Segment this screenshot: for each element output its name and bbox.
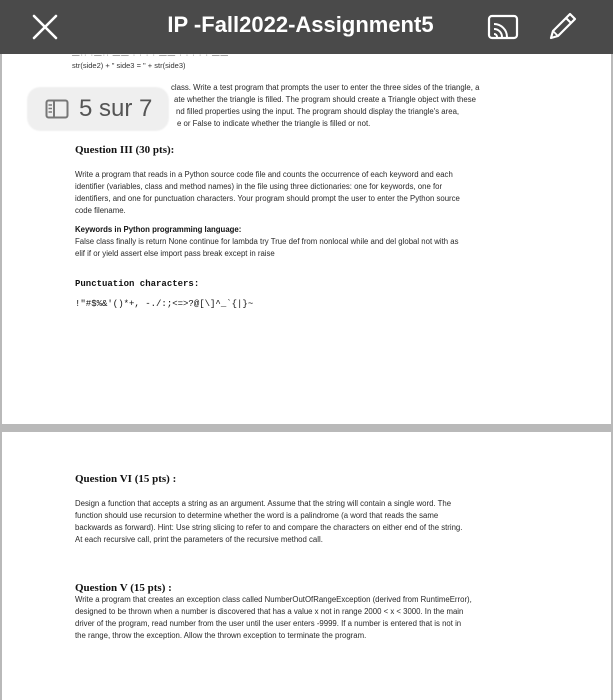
q6-line-1: Design a function that accepts a string as an argument. Assume that the string will contain a single word. The (75, 499, 452, 508)
q5-line-3: driver of the program, read number from the user until the user enters -9999. If a number is entered that is not in (75, 619, 462, 628)
question-5-heading: Question V (15 pts) : (75, 582, 172, 594)
keywords-heading: Keywords in Python programming language: (75, 225, 242, 234)
question-3-heading: Question III (30 pts): (75, 144, 175, 156)
intro-line-4: e or False to indicate whether the triangle is filled or not. (177, 119, 371, 128)
pencil-icon (545, 8, 579, 44)
intro-line-3: nd filled properties using the input. The program should display the triangle's area, (176, 107, 460, 116)
q3-line-3: identifiers, and one for punctuation characters. Your program should prompt the user to enter the Python source (75, 194, 460, 203)
q3-line-1: Write a program that reads in a Python source code file and counts the occurrence of each keyword and each (75, 170, 453, 179)
q3-line-2: identifier (variables, class and method names) in the file using three dictionaries: one for keywords, one for (75, 182, 443, 191)
q5-line-4: the range, throw the exception. Allow the thrown exception to terminate the program. (75, 631, 367, 640)
q6-line-3: backwards as forward). Hint: Use string slicing to refer to and compare the characters on either end of the string. (75, 523, 463, 532)
keywords-line-1: False class finally is return None continue for lambda try True def from nonlocal while and del global not with as (75, 237, 459, 246)
document-page-2 (2, 432, 611, 700)
q5-line-2: designed to be thrown when a number is discovered that has a value x not in range 2000 < x < 3000. In the main (75, 607, 464, 616)
punctuation-chars: !"#$%&'()*+, -./:;<=>?@[\]^_`{|}~ (75, 299, 254, 309)
q6-line-2: function should use recursion to determine whether the word is a palindrome (a word that reads the same (75, 511, 439, 520)
q5-line-1: Write a program that creates an exception class called NumberOutOfRangeException (derived from RuntimeError), (75, 595, 472, 604)
keywords-line-2: elif if or yield assert else import pass break except in raise (75, 249, 275, 258)
page-view-icon (45, 99, 69, 119)
window-title: IP -Fall2022-Assignment5 (167, 12, 434, 37)
cast-icon (486, 12, 520, 42)
intro-line-1: class. Write a test program that prompts the user to enter the three sides of the triangle, a (171, 83, 480, 92)
q3-line-4: code filename. (75, 206, 126, 215)
title-bar (0, 0, 613, 54)
cropped-code-line: —·· ·—·· —— · · · · —— · · · · · —— (72, 50, 230, 59)
q6-line-4: At each recursive call, print the parameters of the recursive method call. (75, 535, 323, 544)
cast-button[interactable] (486, 12, 520, 42)
code-snippet: str(side2) + " side3 = " + str(side3) (72, 61, 186, 70)
page-indicator[interactable] (28, 88, 168, 130)
page-indicator-label: 5 sur 7 (79, 95, 153, 122)
edit-button[interactable] (545, 8, 579, 44)
question-6-heading: Question VI (15 pts) : (75, 473, 177, 485)
punctuation-heading: Punctuation characters: (75, 279, 200, 289)
intro-line-2: ate whether the triangle is filled. The program should create a Triangle object with these (174, 95, 476, 104)
